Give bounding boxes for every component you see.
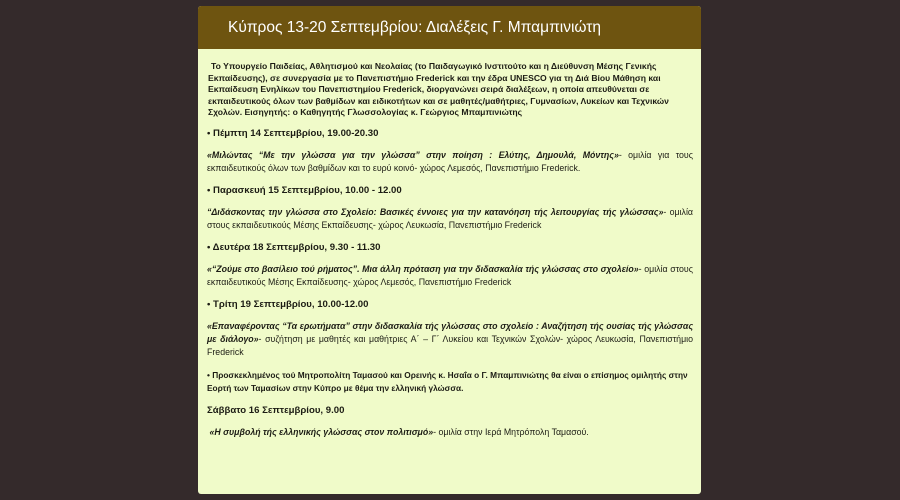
talk-title: “Διδάσκοντας την γλώσσα στο Σχολείο: Βασικές έννοιες για την κατανόηση τής λειτουργίας τής γλώσσας» (207, 206, 664, 217)
event-description (207, 320, 693, 359)
special-note: • Προσκεκλημένος τού Μητροπολίτη Ταμασού και Ορεινής κ. Ησαΐα ο Γ. Μπαμπινιώτης θα είναι ο επίσημος ομιλητής στην Εορτή των Ταμασίων στην Κύπρο με θέμα την ελληνική γλώσσα. (207, 369, 688, 393)
talk-details: - ομιλία στους εκπαιδευτικούς Μέσης Εκπαίδευσης- χώρος Λευκωσία, Πανεπιστήμιο Frederick (207, 206, 693, 230)
talk-title: «Η συμβολή τής ελληνικής γλώσσας στον πολιτισμό» (209, 426, 434, 437)
event-description (207, 206, 693, 232)
talk-details: - ομιλία στους εκπαιδευτικούς Μέσης Εκπαίδευσης- χώρος Λεμεσός, Πανεπιστήμιο Frederick (207, 263, 693, 287)
talk-details: - ομιλία για τους εκπαιδευτικούς όλων των βαθμίδων και το ευρύ κοινό- χώρος Λεμεσός, Πανεπιστήμιο Frederick. (207, 149, 693, 173)
talk-details: - συζήτηση με μαθητές και μαθήτριες Α΄ – Γ΄ Λυκείου και Τεχνικών Σχολών- χώρος Λευκωσία, Πανεπιστήμιο Frederick (207, 333, 693, 357)
event-date: • Παρασκευή 15 Σεπτεμβρίου, 10.00 - 12.00 (207, 184, 402, 196)
announcement-body (198, 49, 701, 439)
event-description (207, 263, 693, 289)
talk-title: «Επαναφέροντας “Τα ερωτήματα” στην διδασκαλία τής γλώσσας στο σχολείο : Αναζήτηση τής ουσίας τής γλώσσας με διάλογο» (207, 320, 693, 344)
event-description (207, 149, 693, 175)
announcement-title: Κύπρος 13-20 Σεπτεμβρίου: Διαλέξεις Γ. Μπαμπινιώτη (198, 6, 701, 49)
event-date: • Πέμπτη 14 Σεπτεμβρίου, 19.00-20.30 (207, 127, 379, 139)
event-date: • Δευτέρα 18 Σεπτεμβρίου, 9.30 - 11.30 (207, 241, 381, 253)
event-date: Σάββατο 16 Σεπτεμβρίου, 9.00 (207, 404, 345, 416)
announcement-card (198, 6, 701, 494)
talk-title: «Μιλώντας “Με την γλώσσα για την γλώσσα” στην ποίηση : Ελύτης, Δημουλά, Μόντης» (207, 149, 619, 160)
intro-paragraph: Το Υπουργείο Παιδείας, Αθλητισμού και Νεολαίας (το Παιδαγωγικό Ινστιτούτο και η Διεύθυνση Μέσης Γενικής Εκπαίδευσης), σε συνεργασία με το Πανεπιστήμιο Frederick και την έδρα UNESCO για τη Διά Βίου Μάθηση και Εκπαίδευση Ενηλίκων του Πανεπιστημίου Frederick, διοργανώνει σειρά διαλέξεων, η οποία απευθύνεται σε εκπαιδευτικούς όλων των βαθμίδων και ειδικοτήτων και σε μαθητές/μαθήτριες, Γυμνασίων, Λυκείων και Τεχνικών Σχολών. Εισηγητής: ο Καθηγητής Γλωσσολογίας κ. Γεώργιος Μπαμπινιώτης (208, 61, 669, 118)
talk-title: «“Ζούμε στο βασίλειο τού ρήματος”. Μια άλλη πρόταση για την διδασκαλία τής γλώσσας στο σχολείο» (207, 263, 639, 274)
talk-details: - ομιλία στην Ιερά Μητρόπολη Ταμασού. (433, 426, 589, 437)
event-date: • Τρίτη 19 Σεπτεμβρίου, 10.00-12.00 (207, 298, 369, 310)
event-description (207, 426, 693, 439)
